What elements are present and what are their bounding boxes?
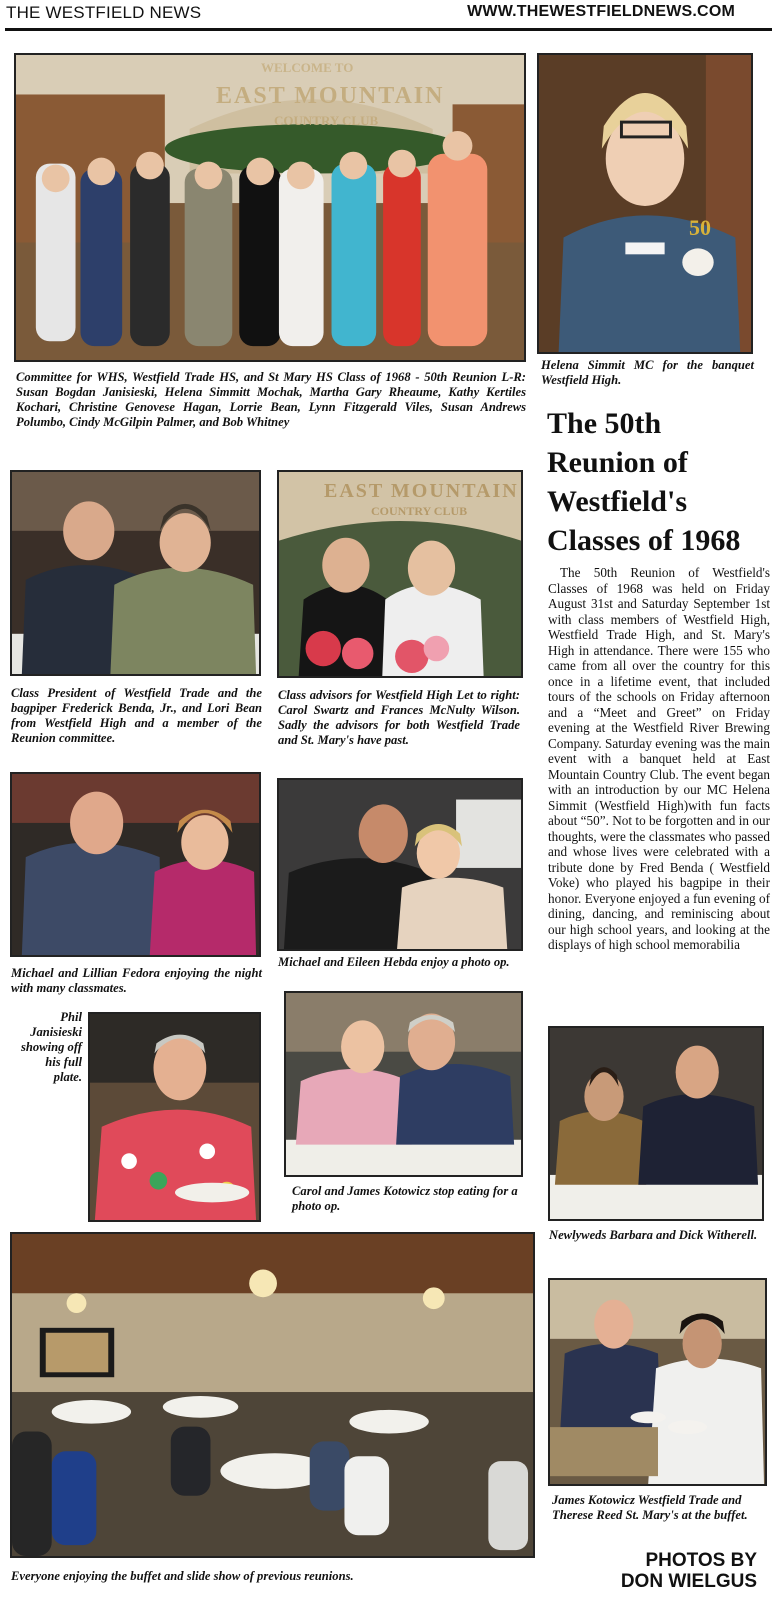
photo-credit bbox=[621, 1550, 757, 1592]
janisieski-caption: Phil Janisieski showing off his full plate. bbox=[20, 1010, 82, 1084]
sign-country-club: COUNTRY CLUB bbox=[274, 113, 379, 128]
helena-photo bbox=[537, 53, 753, 354]
cupcake-topper-number: 50 bbox=[689, 215, 711, 240]
kotowicz-photo bbox=[284, 991, 523, 1177]
header-rule bbox=[5, 28, 772, 31]
sign-east-mountain: EAST MOUNTAIN bbox=[216, 83, 445, 109]
advisors-caption: Class advisors for Westfield High Let to right: Carol Swartz and Frances McNulty Wilson. Sadly the advisors for both Westfield Trade and St. Mary's have past. bbox=[278, 688, 520, 747]
benda-caption: Class President of Westfield Trade and the bagpiper Frederick Benda, Jr., and Lori Bean from Westfield High and a member of the Reunion committee. bbox=[11, 686, 262, 745]
sign-east-mountain-small: EAST MOUNTAIN bbox=[324, 480, 519, 502]
sign-welcome-to: WELCOME TO bbox=[261, 60, 354, 75]
benda-photo bbox=[10, 470, 261, 676]
banquet-hall-photo bbox=[10, 1232, 535, 1558]
hebda-photo bbox=[277, 778, 523, 951]
hall-caption: Everyone enjoying the buffet and slide show of previous reunions. bbox=[11, 1569, 354, 1583]
committee-caption: Committee for WHS, Westfield Trade HS, and St Mary HS Class of 1968 - 50th Reunion L-R: Susan Bogdan Janisieski, Helena Simmitt Mochak, Martha Gary Rheaume, Kathy Kertiles Kochari, Christine Genovese Hagan, Lorrie Bean, Lynn Fitzgerald Viles, Susan Andrews Polumbo, Cindy McGilpin Palmer, and Bob Whitney bbox=[16, 370, 526, 429]
fedora-caption: Michael and Lillian Fedora enjoying the night with many classmates. bbox=[11, 966, 262, 995]
article-headline: The 50th Reunion of Westfield's Classes of 1968 bbox=[547, 407, 741, 557]
kotowicz-caption: Carol and James Kotowicz stop eating for a photo op. bbox=[292, 1184, 518, 1213]
committee-group-photo bbox=[14, 53, 526, 362]
website-url: WWW.THEWESTFIELDNEWS.COM bbox=[467, 3, 735, 20]
buffet-caption: James Kotowicz Westfield Trade and Therese Reed St. Mary's at the buffet. bbox=[552, 1493, 748, 1522]
advisors-photo bbox=[277, 470, 523, 678]
article-body: The 50th Reunion of Westfield's Classes of 1968 was held on Friday August 31st and Saturday September 1st with class members of Westfield High, Westfield Trade High, and St. Mary's High in attendance. There were 155 who came from all over the country for this once in a lifetime event, that included tours of the schools on Friday afternoon and a “Meet and Greet” on Friday evening at the Westfield River Brewing Company. Saturday evening was the main event with a banquet held at East Mountain Country Club. The event began with an introduction by our MC Helena Simmit (Westfield High)with fun facts about “50”. Not to be forgotten and in our thoughts, were the classmates who passed and whose lives were celebrated with a tribute done by Fred Benda ( Westfield Voke) who played his bagpipe in their honor. Everyone enjoyed a fun evening of dining, dancing, and reminiscing about our high school years, and looking at the displays of high school memorabilia bbox=[548, 565, 770, 952]
photo-credit-line1: PHOTOS BY bbox=[645, 1550, 757, 1571]
witherell-photo bbox=[548, 1026, 764, 1221]
witherell-caption: Newlyweds Barbara and Dick Witherell. bbox=[549, 1228, 758, 1242]
sign-country-club-small: COUNTRY CLUB bbox=[371, 504, 468, 518]
publication-name: THE WESTFIELD NEWS bbox=[6, 3, 202, 22]
fedora-photo bbox=[10, 772, 261, 957]
photo-credit-line2: DON WIELGUS bbox=[620, 1571, 757, 1592]
janisieski-photo bbox=[88, 1012, 261, 1222]
hebda-caption: Michael and Eileen Hebda enjoy a photo op. bbox=[278, 955, 510, 969]
helena-caption: Helena Simmit MC for the banquet Westfield High. bbox=[541, 358, 754, 387]
buffet-photo bbox=[548, 1278, 767, 1486]
